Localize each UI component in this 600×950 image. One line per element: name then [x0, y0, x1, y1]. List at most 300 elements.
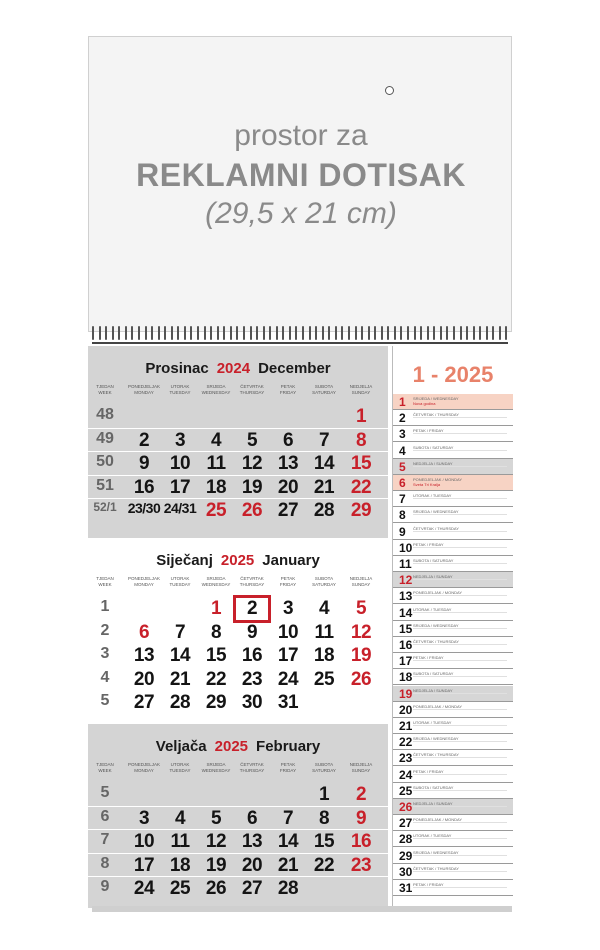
- week-number: 51: [96, 476, 114, 494]
- calendar-day: 26: [350, 668, 372, 690]
- side-day-name: ČETVRTAK / THURSDAY: [413, 865, 459, 871]
- spiral-coil: [407, 326, 409, 340]
- row-divider: [88, 475, 388, 476]
- spiral-coil: [295, 326, 297, 340]
- week-number: 48: [96, 406, 114, 423]
- side-note-line: [413, 676, 507, 677]
- week-number: 4: [100, 668, 110, 686]
- calendar-day: 6: [282, 429, 294, 451]
- side-note-line: [413, 709, 507, 710]
- side-day-name: SUBOTA / SATURDAY: [413, 784, 454, 790]
- month-block: [88, 538, 388, 724]
- side-day-row: [393, 880, 513, 896]
- spiral-coil: [289, 326, 291, 340]
- spiral-coil: [328, 326, 330, 340]
- side-note-line: [413, 547, 507, 548]
- spiral-coil: [92, 326, 94, 340]
- day-header: ČETVRTAK THURSDAY: [239, 384, 265, 395]
- month-block: [88, 724, 388, 908]
- calendar-day: 21: [277, 854, 299, 876]
- calendar-day: 6: [246, 807, 258, 829]
- side-day-number: 5: [399, 459, 406, 474]
- side-day-name: PETAK / FRIDAY: [413, 882, 444, 887]
- side-day-name: UTORAK / TUESDAY: [413, 606, 452, 612]
- side-day-number: 31: [399, 881, 413, 895]
- spiral-coil: [473, 326, 475, 340]
- day-header: PONEDJELJAK MONDAY: [127, 576, 160, 587]
- spiral-coil: [374, 326, 376, 340]
- calendar-day: 27: [241, 878, 263, 899]
- calendar-day: 11: [314, 621, 334, 643]
- calendar-day: 24: [133, 878, 155, 899]
- calendar-day: 31: [277, 692, 299, 713]
- spiral-coil: [118, 326, 120, 340]
- spiral-coil: [440, 326, 442, 340]
- side-day-row: [393, 394, 513, 410]
- spiral-coil: [466, 326, 468, 340]
- calendar-day: 17: [133, 854, 155, 876]
- side-day-row: [393, 783, 513, 799]
- calendar-day: 14: [169, 645, 191, 666]
- spiral-coil: [177, 326, 179, 340]
- calendar-day: 17: [277, 645, 299, 666]
- calendar-day: 8: [210, 621, 222, 643]
- side-note-line: [413, 693, 507, 694]
- calendar-day: 11: [170, 831, 190, 852]
- side-day-number: 25: [399, 783, 413, 798]
- ad-line-3: (29,5 x 21 cm): [205, 197, 397, 230]
- side-day-row: [393, 767, 513, 783]
- month-year: 2025: [220, 552, 255, 569]
- day-header: SUBOTA SATURDAY: [312, 762, 336, 773]
- spiral-coil: [171, 326, 173, 340]
- spiral-coil: [112, 326, 114, 340]
- calendar-day: 22: [205, 668, 227, 690]
- day-header: TJEDAN WEEK: [96, 384, 114, 395]
- day-header: SRIJEDA WEDNESDAY: [201, 762, 231, 773]
- side-day-number: 17: [399, 654, 413, 669]
- side-day-row: [393, 491, 513, 507]
- spiral-coil: [243, 326, 245, 340]
- spiral-coil: [387, 326, 389, 340]
- month-block: [88, 346, 388, 538]
- spiral-coil: [414, 326, 416, 340]
- side-day-number: 11: [399, 557, 412, 571]
- calendar-day: 22: [313, 854, 335, 876]
- spiral-coil: [131, 326, 133, 340]
- side-day-name: UTORAK / TUESDAY: [413, 720, 452, 725]
- day-header: SRIJEDA WEDNESDAY: [201, 576, 231, 587]
- day-header: PETAK FRIDAY: [279, 384, 297, 395]
- spiral-coil: [282, 326, 284, 340]
- side-day-row: [393, 848, 513, 864]
- side-note-line: [413, 838, 507, 839]
- side-note-line: [413, 563, 507, 564]
- side-note-line: [413, 806, 507, 807]
- side-day-number: 14: [399, 605, 413, 620]
- side-day-name: PONEDJELJAK / MONDAY: [413, 817, 463, 823]
- day-header: UTORAK TUESDAY: [169, 762, 191, 773]
- row-divider: [88, 829, 388, 830]
- calendar-day: 29: [205, 692, 227, 713]
- calendar-day: 8: [318, 807, 330, 829]
- day-header: TJEDAN WEEK: [96, 762, 114, 773]
- side-note-line: [413, 774, 507, 775]
- calendar-day: 28: [313, 500, 335, 521]
- calendar-day: 9: [138, 453, 150, 474]
- month-name-hr: Veljača: [155, 738, 207, 755]
- spiral-coil: [138, 326, 140, 340]
- side-day-number: 26: [399, 800, 413, 814]
- side-note-line: [413, 612, 507, 613]
- spiral-coil: [269, 326, 271, 340]
- calendar-day: 20: [241, 854, 263, 876]
- spiral-coil: [302, 326, 304, 340]
- side-note-line: [413, 660, 507, 661]
- side-note-line: [413, 887, 507, 888]
- spiral-coil: [250, 326, 252, 340]
- side-note-line: [413, 531, 507, 532]
- side-day-name: SUBOTA / SATURDAY: [413, 671, 454, 677]
- calendar-day: 7: [318, 429, 330, 451]
- calendar-day: 12: [350, 621, 372, 643]
- calendar-day: 24: [277, 668, 299, 690]
- calendar-day: 1: [355, 406, 367, 427]
- calendar-day: 1: [210, 598, 222, 619]
- spiral-coil: [446, 326, 448, 340]
- month-name-en: January: [262, 552, 320, 569]
- calendar-day: 16: [241, 645, 263, 666]
- month-year: 2025: [214, 738, 249, 755]
- spiral-coil: [309, 326, 311, 340]
- side-day-row: [393, 588, 513, 604]
- spiral-coil: [400, 326, 402, 340]
- calendar-day: 20: [133, 668, 155, 690]
- side-day-name: NEDJELJA / SUNDAY: [413, 801, 453, 806]
- spiral-coil: [453, 326, 455, 340]
- spiral-coil: [230, 326, 232, 340]
- side-day-row: [393, 864, 513, 880]
- calendar-day: 28: [169, 692, 191, 713]
- calendar-day: 25: [205, 500, 227, 521]
- spiral-coil: [263, 326, 265, 340]
- week-number: 5: [100, 692, 110, 709]
- side-day-name: ČETVRTAK / THURSDAY: [413, 412, 459, 418]
- side-day-name: PONEDJELJAK / MONDAY: [413, 590, 463, 596]
- calendar-day: 8: [355, 429, 367, 451]
- spiral-coil: [105, 326, 107, 340]
- spiral-coil: [335, 326, 337, 340]
- calendar-day: 2: [355, 784, 367, 805]
- month-title: [88, 552, 388, 569]
- side-day-row: [393, 507, 513, 523]
- side-day-number: 15: [399, 621, 413, 636]
- side-day-row: [393, 572, 513, 588]
- side-note-line: [413, 595, 507, 596]
- calendar-day: 23: [350, 854, 372, 876]
- calendar-day: 18: [169, 854, 191, 876]
- side-day-number: 28: [399, 832, 413, 847]
- calendar-day: 6: [138, 621, 150, 643]
- calendar-day: 7: [282, 807, 294, 829]
- calendar-day: 24/31: [163, 500, 197, 516]
- side-day-number: 24: [399, 767, 413, 782]
- side-day-row: [393, 621, 513, 637]
- side-day-row: [393, 637, 513, 653]
- spiral-coil: [348, 326, 350, 340]
- calendar-day: 12: [241, 453, 263, 474]
- side-day-number: 29: [399, 848, 413, 863]
- side-day-number: 8: [399, 508, 406, 523]
- calendar-day: 17: [169, 476, 191, 498]
- side-day-number: 6: [399, 476, 406, 490]
- side-day-number: 21: [399, 719, 413, 733]
- row-divider: [88, 428, 388, 429]
- spiral-coil: [164, 326, 166, 340]
- calendar-day: 26: [205, 878, 227, 899]
- day-header: UTORAK TUESDAY: [169, 384, 191, 395]
- month-name-en: December: [258, 360, 331, 377]
- spiral-coil: [479, 326, 481, 340]
- side-note-line: [413, 855, 507, 856]
- side-day-number: 16: [399, 638, 413, 652]
- day-header: PETAK FRIDAY: [279, 762, 297, 773]
- side-day-number: 13: [399, 589, 413, 604]
- side-day-name: PETAK / FRIDAY: [413, 655, 444, 661]
- side-day-name: PETAK / FRIDAY: [413, 768, 444, 774]
- spiral-coil: [420, 326, 422, 340]
- spiral-coil: [223, 326, 225, 340]
- side-day-name: UTORAK / TUESDAY: [413, 493, 452, 499]
- calendar-day: 18: [205, 476, 227, 498]
- calendar-day: 4: [174, 807, 186, 829]
- spiral-coil: [125, 326, 127, 340]
- side-note-line: [413, 790, 507, 791]
- spiral-coil: [368, 326, 370, 340]
- spiral-coil: [499, 326, 501, 340]
- side-note-line: [413, 579, 507, 580]
- day-header: ČETVRTAK THURSDAY: [239, 576, 265, 587]
- calendar-day: 5: [210, 807, 222, 829]
- side-day-number: 4: [399, 443, 406, 458]
- day-header: TJEDAN WEEK: [96, 576, 114, 587]
- side-note-line: [413, 450, 507, 451]
- side-day-number: 10: [399, 540, 413, 555]
- calendar-day: 21: [169, 668, 191, 690]
- side-day-name: PONEDJELJAK / MONDAY: [413, 477, 463, 482]
- side-day-name: NEDJELJA / SUNDAY: [413, 574, 453, 580]
- side-day-row: [393, 410, 513, 426]
- calendar-day: 25: [169, 878, 191, 899]
- week-number: 8: [100, 854, 110, 872]
- month-title: [88, 360, 388, 377]
- week-number: 7: [100, 831, 110, 848]
- side-day-holiday: Sveta Tri Kralja: [413, 482, 441, 487]
- calendar-day: 25: [313, 668, 335, 690]
- side-day-name: SRIJEDA / WEDNESDAY: [413, 396, 459, 401]
- side-day-row: [393, 669, 513, 685]
- side-day-name: SRIJEDA / WEDNESDAY: [413, 509, 459, 515]
- calendar-day: 10: [169, 453, 191, 474]
- month-title: [88, 738, 388, 755]
- row-divider: [88, 451, 388, 452]
- calendar-day: 9: [246, 621, 258, 643]
- calendar-day: 11: [206, 453, 226, 474]
- calendar-day: 15: [350, 453, 372, 474]
- ad-header-panel: [88, 36, 512, 332]
- day-header: PONEDJELJAK MONDAY: [127, 762, 160, 773]
- side-day-number: 23: [399, 751, 413, 766]
- side-day-row: [393, 556, 513, 572]
- month-year: 2024: [216, 360, 251, 377]
- side-day-name: ČETVRTAK / THURSDAY: [413, 525, 459, 531]
- calendar-day: 16: [350, 831, 372, 852]
- spiral-coil: [361, 326, 363, 340]
- calendar-day: 5: [246, 429, 258, 451]
- side-day-name: PETAK / FRIDAY: [413, 541, 444, 547]
- side-day-name: SUBOTA / SATURDAY: [413, 558, 454, 563]
- spiral-coil: [505, 326, 507, 340]
- calendar-day: 13: [241, 831, 263, 852]
- spiral-coil: [99, 326, 101, 340]
- side-day-row: [393, 718, 513, 734]
- spiral-coil: [341, 326, 343, 340]
- calendar-day: 30: [241, 692, 263, 713]
- calendar-day: 18: [313, 645, 335, 666]
- calendar-day: 13: [133, 645, 155, 666]
- calendar-day: 21: [313, 476, 335, 498]
- calendar-day: 27: [277, 500, 299, 521]
- side-day-number: 27: [399, 816, 413, 831]
- calendar-day: 19: [241, 476, 263, 498]
- row-divider: [88, 876, 388, 877]
- spiral-coil: [315, 326, 317, 340]
- spiral-coil: [433, 326, 435, 340]
- spiral-coil: [394, 326, 396, 340]
- week-number: 5: [100, 784, 110, 801]
- calendar-day: 20: [277, 476, 299, 498]
- calendar-day: 4: [210, 429, 222, 451]
- side-day-number: 30: [399, 864, 413, 879]
- ad-line-2: REKLAMNI DOTISAK: [136, 157, 466, 193]
- side-title: 1 - 2025: [412, 362, 494, 387]
- side-day-row: [393, 750, 513, 766]
- calendar-day: 12: [205, 831, 227, 852]
- side-day-row: [393, 443, 513, 459]
- side-day-number: 19: [399, 686, 413, 701]
- week-number: 1: [100, 598, 110, 615]
- daily-side-strip: [392, 346, 513, 906]
- side-day-name: PETAK / FRIDAY: [413, 428, 444, 434]
- side-note-line: [413, 466, 507, 467]
- calendar-day: 28: [277, 878, 299, 899]
- calendar-day: 2: [138, 429, 150, 451]
- day-header: NEDJELJA SUNDAY: [349, 762, 373, 773]
- spiral-coil: [256, 326, 258, 340]
- day-header: PETAK FRIDAY: [279, 576, 297, 587]
- side-day-number: 20: [399, 702, 413, 717]
- calendar-day: 29: [350, 500, 372, 521]
- calendar-day: 10: [277, 621, 299, 643]
- calendar-day: 14: [277, 831, 299, 852]
- spiral-coil: [460, 326, 462, 340]
- week-number: 52/1: [93, 500, 117, 514]
- side-day-row: [393, 815, 513, 831]
- side-day-row: [393, 426, 513, 442]
- month-name-hr: Siječanj: [156, 552, 213, 569]
- spiral-coil: [190, 326, 192, 340]
- spiral-coil: [217, 326, 219, 340]
- ad-line-1: prostor za: [234, 119, 368, 152]
- side-note-line: [413, 417, 507, 418]
- calendar-day: 3: [138, 807, 150, 829]
- side-day-number: 1: [399, 395, 406, 409]
- week-number: 49: [96, 429, 114, 447]
- calendar-day: 2: [246, 598, 258, 619]
- spiral-coil: [145, 326, 147, 340]
- spiral-coil: [151, 326, 153, 340]
- side-note-line: [413, 433, 507, 434]
- month-name-en: February: [256, 738, 321, 755]
- side-day-row: [393, 686, 513, 702]
- side-day-number: 22: [399, 735, 413, 750]
- calendar-day: 19: [205, 854, 227, 876]
- calendar-day: 5: [355, 598, 367, 619]
- calendar-day: 23: [241, 668, 263, 690]
- side-day-row: [393, 459, 513, 475]
- side-day-name: SRIJEDA / WEDNESDAY: [413, 736, 459, 742]
- side-day-name: SRIJEDA / WEDNESDAY: [413, 849, 459, 855]
- side-day-name: SUBOTA / SATURDAY: [413, 444, 454, 450]
- calendar-day: 3: [282, 598, 294, 619]
- spiral-coil: [184, 326, 186, 340]
- week-number: 9: [100, 878, 110, 895]
- side-day-name: SRIJEDA / WEDNESDAY: [413, 622, 459, 628]
- day-header: ČETVRTAK THURSDAY: [239, 762, 265, 773]
- side-day-row: [393, 540, 513, 556]
- spiral-coil: [197, 326, 199, 340]
- side-day-name: ČETVRTAK / THURSDAY: [413, 639, 459, 644]
- day-header: SUBOTA SATURDAY: [312, 576, 336, 587]
- side-note-line: [413, 628, 507, 629]
- spiral-coil: [427, 326, 429, 340]
- calendar-day: 23/30: [127, 500, 161, 516]
- side-day-name: UTORAK / TUESDAY: [413, 833, 452, 839]
- side-note-line: [413, 514, 507, 515]
- side-day-row: [393, 524, 513, 540]
- calendar-day: 22: [350, 476, 372, 498]
- spiral-coil: [381, 326, 383, 340]
- spiral-coil: [486, 326, 488, 340]
- side-day-row: [393, 734, 513, 750]
- week-number: 6: [100, 807, 110, 825]
- spiral-bar: [92, 342, 508, 344]
- calendar-day: 3: [174, 429, 186, 451]
- side-day-name: NEDJELJA / SUNDAY: [413, 687, 453, 693]
- calendar-day: 9: [355, 807, 367, 829]
- month-name-hr: Prosinac: [145, 360, 209, 377]
- day-header: SUBOTA SATURDAY: [312, 384, 336, 395]
- hanging-hole-icon: [385, 86, 394, 95]
- spiral-binding: [92, 326, 508, 340]
- side-note-line: [413, 741, 507, 742]
- week-number: 2: [100, 621, 110, 639]
- side-day-row: [393, 702, 513, 718]
- spiral-coil: [322, 326, 324, 340]
- calendar-day: 4: [318, 598, 330, 619]
- side-day-name: NEDJELJA / SUNDAY: [413, 460, 453, 466]
- bottom-shadow: [92, 906, 512, 912]
